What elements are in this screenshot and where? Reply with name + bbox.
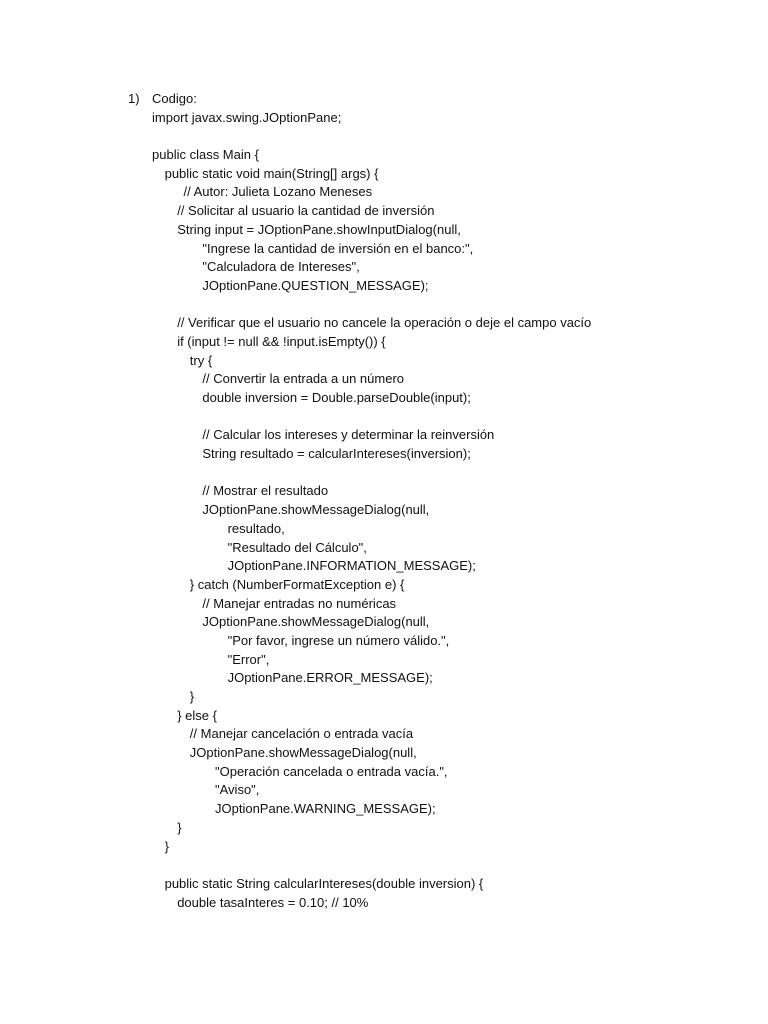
code-line: "Ingrese la cantidad de inversión en el banco:",	[202, 240, 474, 256]
code-line: }	[189, 689, 195, 704]
code-line	[152, 127, 752, 146]
code-comment-line: // Autor: Julieta Lozano Meneses	[183, 184, 373, 200]
code-comment-line: // Solicitar al usuario la cantidad de inversión	[177, 203, 435, 219]
code-line: JOptionPane.showMessageDialog(null,	[189, 745, 417, 761]
code-line: JOptionPane.WARNING_MESSAGE);	[215, 801, 436, 817]
code-line: public static String calcularIntereses(double inversion) {	[164, 875, 484, 891]
code-comment-line: // Manejar entradas no numéricas	[202, 595, 397, 611]
code-comment-line: // Manejar cancelación o entrada vacía	[189, 726, 414, 742]
code-line: double inversion = Double.parseDouble(input);	[202, 390, 471, 405]
code-line: } else {	[177, 707, 217, 723]
code-comment-line: // Calcular los intereses y determinar la reinversión	[202, 427, 495, 443]
code-line	[152, 856, 752, 875]
code-line: String resultado = calcularIntereses(inversion);	[202, 446, 471, 462]
code-line: "Error",	[227, 651, 270, 667]
code-line: "Resultado del Cálculo",	[227, 539, 367, 555]
code-line: public static void main(String[] args) {	[164, 165, 379, 181]
code-line: "Por favor, ingrese un número válido.",	[227, 632, 450, 648]
code-line	[152, 296, 752, 315]
code-line: JOptionPane.showMessageDialog(null,	[202, 614, 430, 630]
code-comment-line: // Verificar que el usuario no cancele la operación o deje el campo vacío	[177, 315, 592, 331]
code-line: "Operación cancelada o entrada vacía.",	[215, 763, 448, 779]
code-line: String input = JOptionPane.showInputDialog(null,	[177, 221, 461, 237]
code-line: JOptionPane.INFORMATION_MESSAGE);	[227, 558, 476, 574]
code-line: import javax.swing.JOptionPane;	[152, 109, 342, 125]
list-number: 1)	[128, 91, 140, 106]
code-comment-line: // Mostrar el resultado	[202, 483, 329, 499]
code-line: "Aviso",	[215, 782, 260, 798]
code-line: }	[164, 838, 169, 854]
code-line: public class Main {	[152, 147, 259, 163]
code-line: double tasaInteres = 0.10; // 10%	[177, 894, 369, 910]
code-line: JOptionPane.ERROR_MESSAGE);	[227, 670, 433, 686]
code-line: "Calculadora de Intereses",	[202, 259, 360, 275]
code-line	[152, 464, 752, 483]
code-line: Codigo:	[152, 91, 197, 106]
code-line: resultado,	[227, 520, 285, 536]
code-listing	[152, 90, 752, 912]
code-line: try {	[189, 352, 213, 368]
code-line: }	[177, 819, 182, 835]
code-line: JOptionPane.showMessageDialog(null,	[202, 502, 430, 518]
code-line: if (input != null && !input.isEmpty()) {	[177, 333, 386, 349]
code-comment-line: // Convertir la entrada a un número	[202, 371, 404, 387]
code-line: } catch (NumberFormatException e) {	[189, 576, 405, 592]
code-line	[152, 408, 752, 427]
code-line: JOptionPane.QUESTION_MESSAGE);	[202, 277, 429, 293]
